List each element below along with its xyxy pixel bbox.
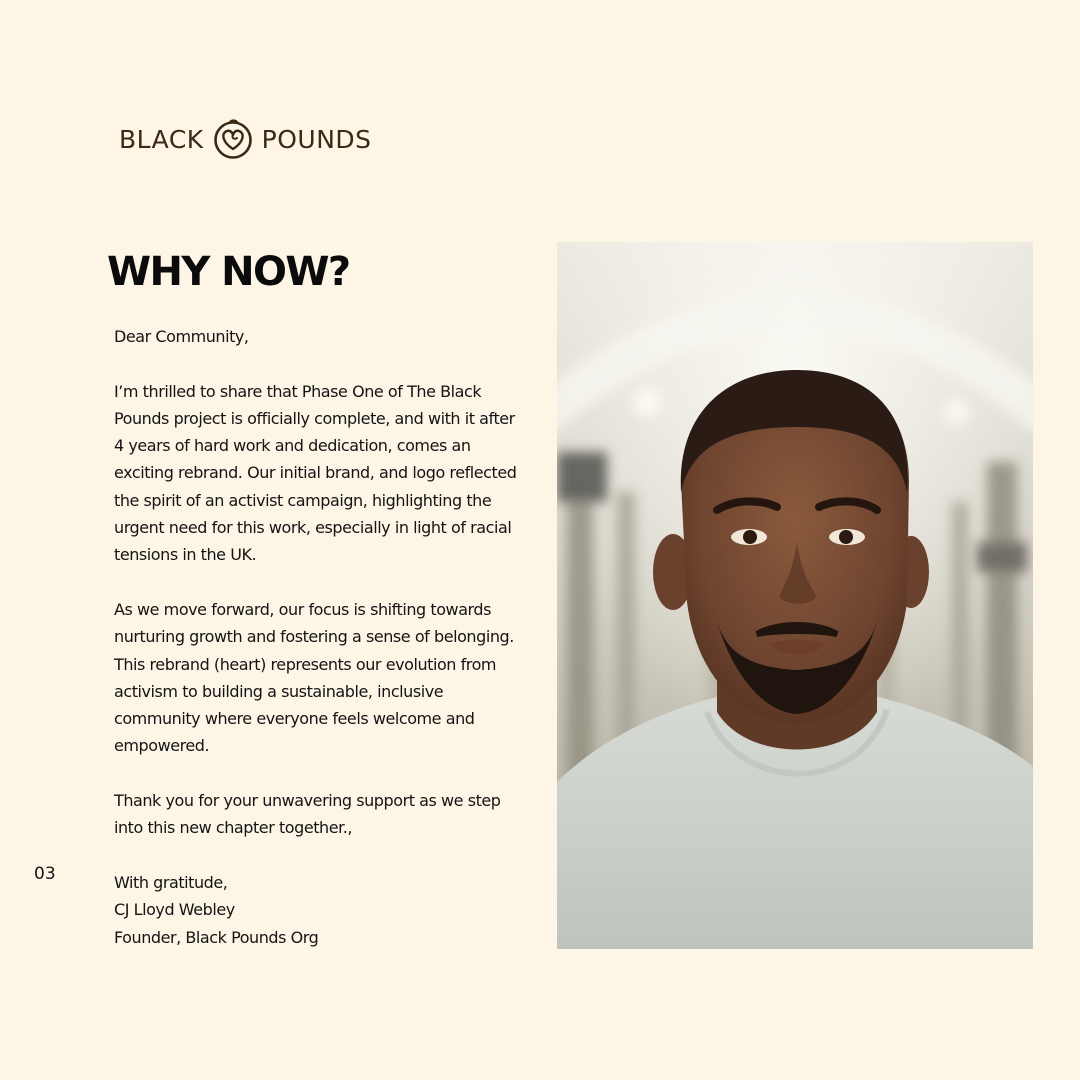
brand-logo — [119, 113, 372, 165]
letter-greeting: Dear Community, — [114, 327, 249, 346]
letter-signoff — [114, 869, 524, 951]
signature-name: CJ Lloyd Webley — [114, 900, 235, 920]
signature-title: Founder, Black Pounds Org — [114, 927, 319, 947]
founder-portrait-photo — [557, 242, 1033, 949]
brand-name-left: BLACK — [119, 124, 204, 154]
page-title: WHY NOW? — [107, 249, 350, 295]
letter-body — [114, 323, 524, 951]
letter-paragraph-3: Thank you for your unwavering support as we step into this new chapter together., — [114, 791, 501, 838]
heart-logo-icon — [210, 116, 256, 162]
brand-name-right: POUNDS — [261, 124, 372, 154]
letter-paragraph-1: I’m thrilled to share that Phase One of The Black Pounds project is officially complete, and with it after 4 years of hard work and dedication, comes an exciting rebrand. Our initial brand, and logo reflected the spirit of an activist campaign, highlighting the urgent need for this work, especially in light of racial tensions in the UK. — [114, 381, 517, 565]
page-number: 03 — [34, 864, 56, 884]
letter-paragraph-2: As we move forward, our focus is shifting towards nurturing growth and fostering a sense of belonging. This rebrand (heart) represents our evolution from activism to building a sustainable, inclusive community where everyone feels welcome and empowered. — [114, 599, 514, 756]
letter-closing: With gratitude, — [114, 872, 228, 892]
